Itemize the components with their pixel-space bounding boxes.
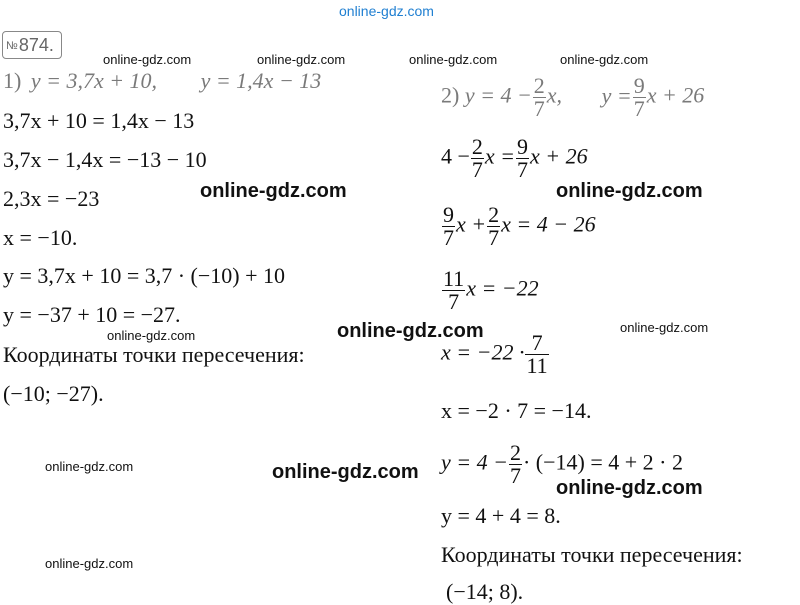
fraction: $\frac{2}{7}$: [533, 73, 545, 121]
left-equation-1: y = 3,7x + 10,: [30, 68, 158, 93]
left-line: x = −10.: [3, 225, 78, 250]
right-step-6: y = 4 − $\frac{2}{7}$ · (−14) = 4 + 2 · 2: [441, 440, 683, 488]
right-step-5: x = −2 · 7 = −14.: [441, 398, 592, 423]
part-2-number: 2): [441, 82, 460, 108]
left-line: y = 3,7x + 10 = 3,7 · (−10) + 10: [3, 263, 286, 288]
watermark-small: online-gdz.com: [409, 52, 498, 67]
right-step-1: 4 − $\frac{2}{7}$ x = $\frac{9}{7}$ x + 26: [441, 134, 588, 182]
left-conclusion: Координаты точки пересечения:: [3, 342, 305, 367]
watermark-large: online-gdz.com: [200, 180, 347, 202]
watermark-small: online-gdz.com: [45, 459, 134, 474]
watermark-large: online-gdz.com: [272, 461, 419, 483]
left-line: 3,7x + 10 = 1,4x − 13: [3, 108, 195, 133]
watermark-small: online-gdz.com: [257, 52, 346, 67]
number-sign: №: [6, 40, 18, 52]
fraction: $\frac{9}{7}$: [633, 73, 645, 121]
watermark-large: online-gdz.com: [556, 180, 703, 202]
fraction: $\frac{9}{7}$: [517, 134, 529, 182]
left-header: [3, 68, 321, 94]
right-step-2: $\frac{9}{7}$ x + $\frac{2}{7}$ x = 4 − 26: [443, 202, 596, 250]
watermark-small: online-gdz.com: [107, 328, 196, 343]
fraction: $\frac{9}{7}$: [443, 202, 454, 250]
watermark-large: online-gdz.com: [556, 477, 703, 499]
right-header: [441, 75, 704, 120]
left-line: 2,3x = −23: [3, 186, 100, 211]
left-equation-2: y = 1,4x − 13: [200, 68, 322, 93]
watermark-small: online-gdz.com: [103, 52, 192, 67]
watermark-small: online-gdz.com: [560, 52, 649, 67]
task-number: 874.: [18, 35, 54, 55]
right-eq2-left: y =: [601, 82, 632, 108]
left-answer: (−10; −27).: [3, 381, 104, 406]
left-line: 3,7x − 1,4x = −13 − 10: [3, 147, 207, 172]
right-step-3: $\frac{11}{7}$ x = −22: [443, 266, 539, 314]
fraction: $\frac{2}{7}$: [471, 134, 483, 182]
right-eq2-right: x + 26: [646, 82, 705, 108]
watermark-top: online-gdz.com: [339, 3, 434, 19]
right-step-7: y = 4 + 4 = 8.: [441, 503, 561, 528]
task-number-badge: [2, 31, 62, 59]
right-eq1-left: y = 4 −: [464, 82, 532, 108]
fraction: $\frac{2}{7}$: [488, 202, 500, 250]
right-conclusion: Координаты точки пересечения:: [441, 542, 743, 567]
left-line: y = −37 + 10 = −27.: [3, 302, 181, 327]
right-eq1-right: x,: [546, 82, 563, 108]
watermark-small: online-gdz.com: [620, 320, 709, 335]
right-answer: (−14; 8).: [446, 579, 524, 604]
watermark-large: online-gdz.com: [337, 320, 484, 342]
watermark-small: online-gdz.com: [45, 556, 134, 571]
fraction: $\frac{11}{7}$: [443, 266, 465, 314]
right-step-4: x = −22 · $\frac{7}{11}$: [441, 330, 548, 378]
part-1-number: 1): [3, 68, 22, 93]
fraction: $\frac{7}{11}$: [526, 330, 548, 378]
fraction: $\frac{2}{7}$: [509, 440, 521, 488]
